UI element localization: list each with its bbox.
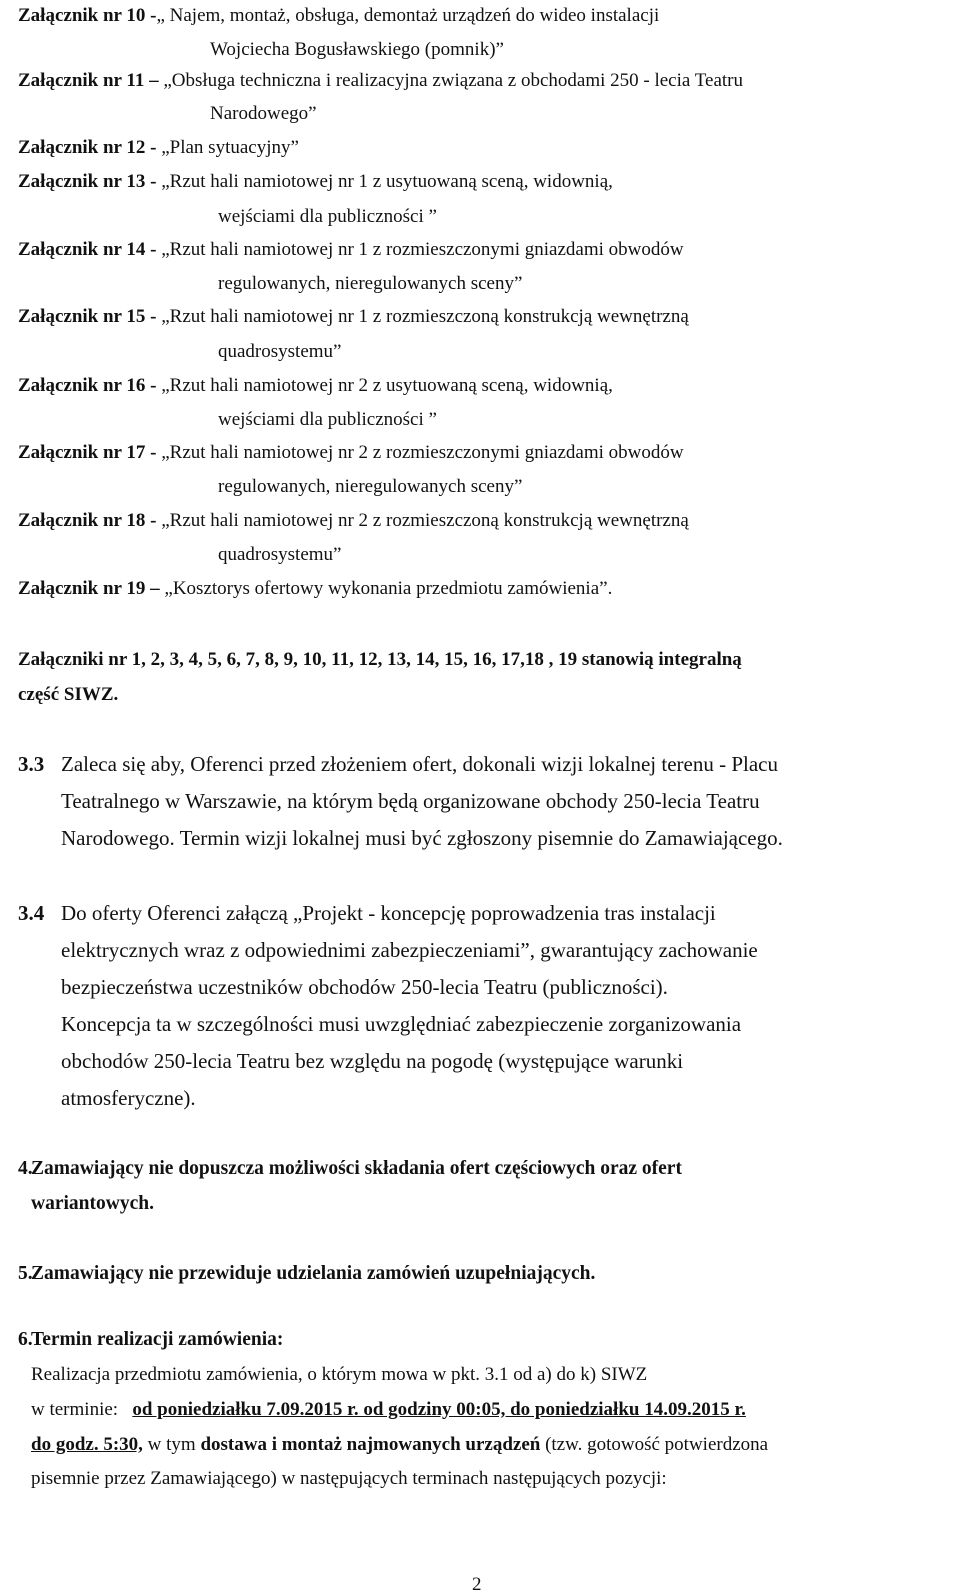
term-note: (tzw. gotowość potwierdzona — [540, 1434, 769, 1455]
section-6-line2 — [31, 1400, 746, 1419]
section-6-title — [31, 1330, 283, 1350]
section-3-4-line3: bezpieczeństwa uczestników obchodów 250-lecia Teatru (publiczności). — [61, 975, 668, 999]
section-3-3-number — [18, 754, 44, 775]
section-3-3-line3: Narodowego. Termin wizji lokalnej musi być zgłoszony pisemnie do Zamawiającego. — [61, 826, 783, 850]
attachment-18-cont: quadrosystemu” — [218, 544, 342, 565]
section-5-line1 — [31, 1264, 595, 1284]
term-delivery: dostawa i montaż najmowanych urządzeń — [200, 1434, 541, 1455]
term-dates: od poniedziałku 7.09.2015 r. od godziny 00:05, do poniedziałku 14.09.2015 r. — [132, 1399, 746, 1420]
section-3-4-line2: elektrycznych wraz z odpowiednimi zabezpieczeniami”, gwarantujący zachowanie — [61, 938, 758, 962]
attachment-17-cont: regulowanych, nieregulowanych sceny” — [218, 476, 523, 497]
term-label: w terminie: — [31, 1399, 119, 1420]
integral-statement — [18, 650, 742, 669]
attachment-title: „Rzut hali namiotowej nr 2 z rozmieszczonymi gniazdami obwodów — [161, 442, 684, 463]
attachment-label: Załącznik nr 17 - — [18, 442, 157, 463]
attachment-title: „Rzut hali namiotowej nr 1 z usytuowaną sceną, widownią, — [161, 171, 613, 192]
section-3-4-number — [18, 903, 44, 924]
attachment-19 — [18, 579, 612, 598]
section-4-line2 — [31, 1194, 154, 1214]
attachment-title: „Rzut hali namiotowej nr 1 z rozmieszczonymi gniazdami obwodów — [161, 239, 684, 260]
attachment-title: „ Najem, montaż, obsługa, demontaż urządzeń do wideo instalacji — [156, 5, 660, 26]
section-4-line1 — [31, 1159, 682, 1179]
section-4-text-cont: wariantowych. — [31, 1193, 154, 1214]
section-3-4-line1: Do oferty Oferenci załączą „Projekt - koncepcję poprowadzenia tras instalacji — [61, 901, 716, 925]
attachment-label: Załącznik nr 11 – — [18, 70, 159, 91]
section-number: 4. — [18, 1158, 33, 1179]
attachment-16-cont: wejściami dla publiczności ” — [218, 409, 437, 430]
section-6-line4: pisemnie przez Zamawiającego) w następujących terminach następujących pozycji: — [31, 1468, 667, 1489]
attachment-label: Załącznik nr 14 - — [18, 239, 157, 260]
page-number: 2 — [472, 1574, 482, 1595]
section-number: 6. — [18, 1329, 33, 1350]
attachment-16 — [18, 376, 613, 395]
attachment-title: „Kosztorys ofertowy wykonania przedmiotu zamówienia”. — [164, 578, 613, 599]
attachment-14-cont: regulowanych, nieregulowanych sceny” — [218, 273, 523, 294]
attachment-10-cont: Wojciecha Bogusławskiego (pomnik)” — [210, 39, 504, 60]
attachment-12 — [18, 138, 299, 157]
integral-line2: część SIWZ. — [18, 684, 119, 705]
attachment-11-cont: Narodowego” — [210, 103, 317, 124]
section-6-title-text: Termin realizacji zamówienia: — [31, 1329, 284, 1350]
attachment-11 — [18, 71, 743, 90]
attachment-10 — [18, 6, 659, 25]
attachment-13-cont: wejściami dla publiczności ” — [218, 206, 437, 227]
attachment-15-cont: quadrosystemu” — [218, 341, 342, 362]
attachment-title: „Rzut hali namiotowej nr 1 z rozmieszczoną konstrukcją wewnętrzną — [161, 306, 689, 327]
section-6-line3 — [31, 1435, 768, 1454]
attachment-13 — [18, 172, 613, 191]
attachment-title: „Plan sytuacyjny” — [161, 137, 299, 158]
attachment-18 — [18, 511, 689, 530]
section-3-4-line6: atmosferyczne). — [61, 1086, 196, 1110]
attachment-title: „Rzut hali namiotowej nr 2 z rozmieszczoną konstrukcją wewnętrzną — [161, 510, 689, 531]
section-3-3-line2: Teatralnego w Warszawie, na którym będą organizowane obchody 250-lecia Teatru — [61, 789, 760, 813]
attachment-15 — [18, 307, 689, 326]
attachment-label: Załącznik nr 16 - — [18, 375, 157, 396]
attachment-label: Załącznik nr 15 - — [18, 306, 157, 327]
attachment-label: Załącznik nr 10 - — [18, 5, 157, 26]
section-number: 3.4 — [18, 901, 45, 925]
section-3-4-line5: obchodów 250-lecia Teatru bez względu na pogodę (występujące warunki — [61, 1049, 684, 1073]
attachment-title: „Rzut hali namiotowej nr 2 z usytuowaną sceną, widownią, — [161, 375, 613, 396]
integral-line1: Załączniki nr 1, 2, 3, 4, 5, 6, 7, 8, 9, 10, 11, 12, 13, 14, 15, 16, 17,18 , 19 stanowią integralną — [18, 649, 742, 670]
section-4-text: Zamawiający nie dopuszcza możliwości składania ofert częściowych oraz ofert — [31, 1158, 682, 1179]
term-connector: w tym — [142, 1434, 201, 1455]
section-6-line1: Realizacja przedmiotu zamówienia, o którym mowa w pkt. 3.1 od a) do k) SIWZ — [31, 1364, 648, 1385]
attachment-title: „Obsługa techniczna i realizacyjna związana z obchodami 250 - lecia Teatru — [163, 70, 743, 91]
section-number: 5. — [18, 1263, 33, 1284]
attachment-17 — [18, 443, 684, 462]
section-number: 3.3 — [18, 752, 45, 776]
integral-statement-cont — [18, 685, 118, 704]
term-end-time: do godz. 5:30, — [31, 1434, 143, 1455]
section-3-3-line1: Zaleca się aby, Oferenci przed złożeniem ofert, dokonali wizji lokalnej terenu - Placu — [61, 752, 778, 776]
section-5-text: Zamawiający nie przewiduje udzielania zamówień uzupełniających. — [31, 1263, 596, 1284]
attachment-14 — [18, 240, 684, 259]
attachment-label: Załącznik nr 13 - — [18, 171, 157, 192]
attachment-label: Załącznik nr 18 - — [18, 510, 157, 531]
section-3-4-line4: Koncepcja ta w szczególności musi uwzględniać zabezpieczenie zorganizowania — [61, 1012, 742, 1036]
attachment-label: Załącznik nr 19 – — [18, 578, 160, 599]
attachment-label: Załącznik nr 12 - — [18, 137, 157, 158]
